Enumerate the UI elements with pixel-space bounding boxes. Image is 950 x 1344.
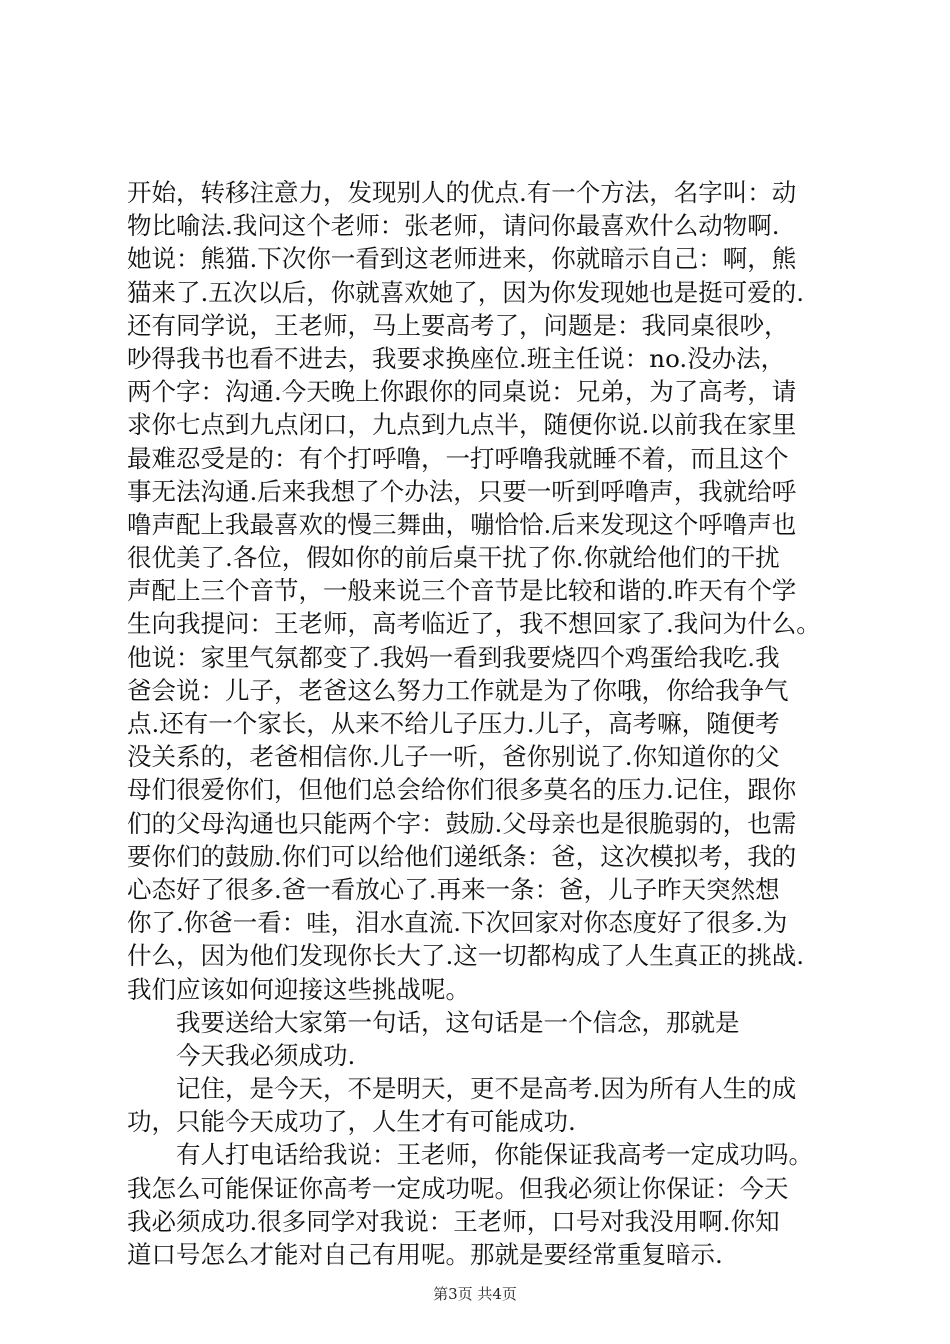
- text-line: 我们应该如何迎接这些挑战呢。: [127, 974, 470, 1004]
- text-line: 我要送给大家第一句话，这句话是一个信念，那就是: [127, 1007, 740, 1037]
- text-line: 我怎么可能保证你高考一定成功呢。但我必须让你保证：今天: [127, 1173, 789, 1203]
- text-line: 今天我必须成功.: [127, 1040, 356, 1070]
- text-line: 吵得我书也看不进去，我要求换座位.班主任说：no.没办法，: [127, 343, 786, 373]
- text-line: 记住，是今天，不是明天，更不是高考.因为所有人生的成: [127, 1074, 797, 1104]
- body-text: [127, 176, 847, 1271]
- text-line: 什么，因为他们发现你长大了.这一切都构成了人生真正的挑战.: [127, 941, 805, 971]
- text-line: 我必须成功.很多同学对我说：王老师，口号对我没用啊.你知: [127, 1206, 780, 1236]
- text-line: 有人打电话给我说：王老师，你能保证我高考一定成功吗。: [127, 1140, 813, 1170]
- text-line: 事无法沟通.后来我想了个办法，只要一听到呼噜声，我就给呼: [127, 476, 797, 506]
- text-line: 点.还有一个家长，从来不给儿子压力.儿子，高考嘛，随便考: [127, 709, 780, 738]
- text-line: 两个字：沟通.今天晚上你跟你的同桌说：兄弟，为了高考，请: [127, 377, 797, 407]
- text-line: 他说：家里气氛都变了.我妈一看到我要烧四个鸡蛋给我吃.我: [127, 642, 780, 672]
- page-footer: [0, 1283, 950, 1304]
- text-line: 要你们的鼓励.你们可以给他们递纸条：爸，这次模拟考，我的: [127, 841, 797, 871]
- text-line: 求你七点到九点闭口，九点到九点半，随便你说.以前我在家里: [127, 410, 797, 440]
- text-line: 爸会说：儿子，老爸这么努力工作就是为了你哦，你给我争气: [127, 675, 789, 705]
- text-line: 功，只能今天成功了，人生才有可能成功.: [127, 1107, 576, 1137]
- text-line: 没关系的，老爸相信你.儿子一听，爸你别说了.你知道你的父: [127, 742, 780, 772]
- page-number-label: 第3页 共4页: [433, 1285, 517, 1303]
- text-line: 道口号怎么才能对自己有用呢。那就是要经常重复暗示.: [127, 1240, 723, 1269]
- text-line: 母们很爱你们，但他们总会给你们很多莫名的压力.记住，跟你: [127, 775, 797, 805]
- text-line: 声配上三个音节，一般来说三个音节是比较和谐的.昨天有个学: [127, 576, 797, 606]
- text-line: 噜声配上我最喜欢的慢三舞曲，嘣恰恰.后来发现这个呼噜声也: [127, 509, 797, 539]
- text-line: 最难忍受是的：有个打呼噜，一打呼噜我就睡不着，而且这个: [127, 443, 789, 473]
- text-line: 们的父母沟通也只能两个字：鼓励.父母亲也是很脆弱的，也需: [127, 808, 797, 838]
- text-line: 还有同学说，王老师，马上要高考了，问题是：我同桌很吵，: [127, 310, 789, 340]
- text-line: 物比喻法.我问这个老师：张老师，请问你最喜欢什么动物啊.: [127, 211, 780, 241]
- text-line: 开始，转移注意力，发现别人的优点.有一个方法，名字叫：动: [127, 178, 797, 207]
- text-line: 你了.你爸一看：哇，泪水直流.下次回家对你态度好了很多.为: [127, 908, 788, 938]
- text-line: 很优美了.各位，假如你的前后桌干扰了你.你就给他们的干扰: [127, 543, 780, 573]
- text-line: 生向我提问：王老师，高考临近了，我不想回家了.我问为什么。: [127, 609, 821, 639]
- text-line: 猫来了.五次以后，你就喜欢她了，因为你发现她也是挺可爱的.: [127, 277, 805, 307]
- text-line: 心态好了很多.爸一看放心了.再来一条：爸，儿子昨天突然想: [127, 874, 780, 904]
- text-line: 她说：熊猫.下次你一看到这老师进来，你就暗示自己：啊，熊: [127, 244, 797, 274]
